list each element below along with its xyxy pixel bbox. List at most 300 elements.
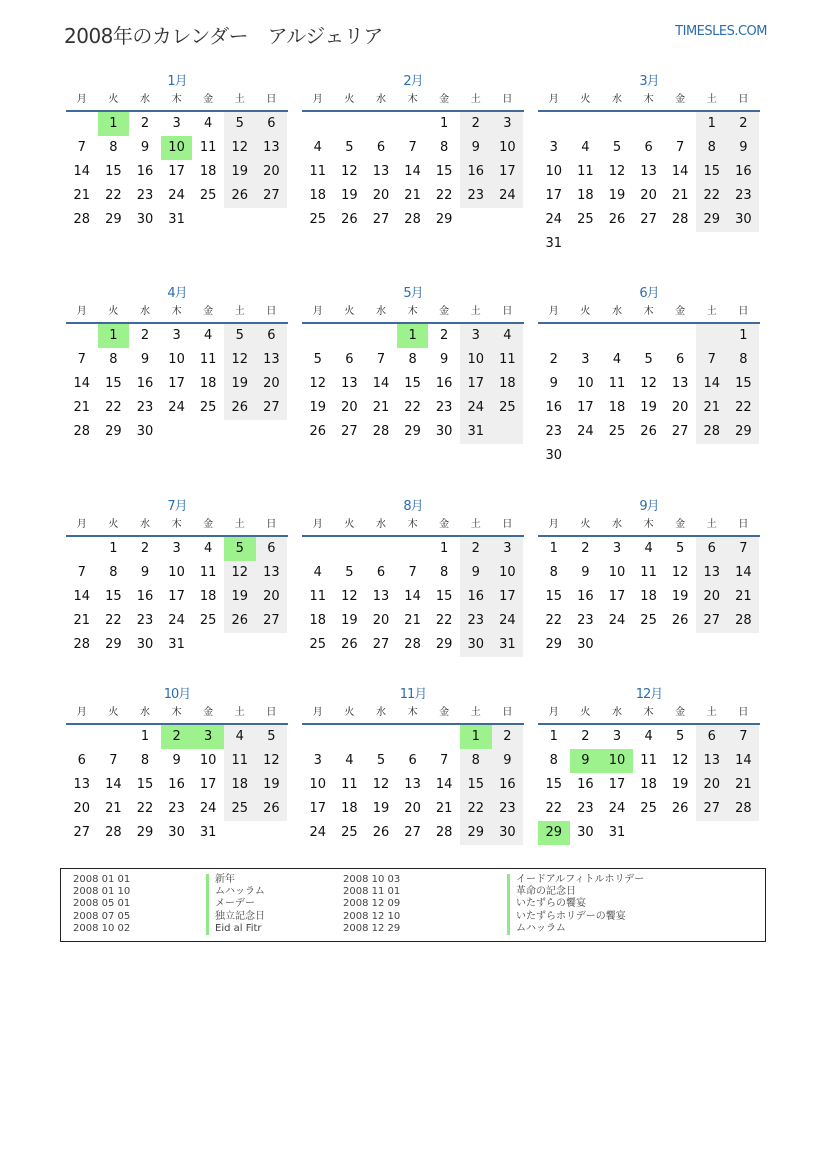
day-cell: 7 [109,753,118,768]
day-cell: 19 [256,773,288,797]
weekday-label: 月 [76,306,87,317]
day-cell: 12 [341,164,358,179]
empty-cell [397,537,429,561]
day-cell: 23 [136,400,154,415]
weekday-label: 水 [375,707,386,718]
day-cell: 21 [728,773,760,797]
day-cell: 15 [404,376,421,391]
empty-cell [633,232,665,256]
day-cell: 7 [728,725,760,749]
weekday-label: 土 [706,94,717,105]
day-cell: 14 [73,589,91,604]
empty-cell [538,112,570,136]
day-cell: 14 [73,376,91,391]
week-row [302,112,524,136]
day-cell: 16 [136,376,154,391]
day-cell: 8 [728,348,760,372]
day-cell: 24 [168,188,185,203]
month-title: 3月 [639,74,659,89]
weekday-label: 水 [139,707,150,718]
empty-cell [302,112,334,136]
day-cell: 3 [172,328,181,343]
weekday-label: 木 [171,519,182,530]
empty-cell [256,633,288,657]
weekday-label: 火 [108,306,119,317]
week-row [302,609,524,633]
day-cell: 7 [77,565,86,580]
day-cell: 27 [372,637,390,652]
day-cell: 22 [696,184,728,208]
day-cell: 11 [577,164,594,179]
empty-cell [98,725,130,749]
day-cell: 18 [309,613,327,628]
empty-cell [192,633,224,657]
empty-cell [397,112,429,136]
day-cell: 11 [199,352,217,367]
weekday-label: 月 [548,94,559,105]
day-cell: 17 [608,589,626,604]
day-cell: 28 [73,424,91,439]
day-cell: 16 [460,160,492,184]
day-cell: 6 [676,352,685,367]
day-cell: 22 [460,797,492,821]
week-row [538,160,760,184]
day-cell: 15 [728,372,760,396]
day-cell: 17 [199,777,217,792]
week-row [538,585,760,609]
day-cell: 7 [728,537,760,561]
day-cell: 4 [612,352,622,367]
day-cell: 19 [309,400,327,415]
legend-holiday-name: 独立記念日 [206,911,265,923]
day-cell: 4 [204,116,213,131]
day-cell: 17 [492,160,524,184]
day-cell: 17 [168,376,185,391]
weekday-label: 金 [675,519,686,530]
day-cell: 26 [671,801,689,816]
week-row [538,749,760,773]
empty-cell [601,444,633,468]
day-cell: 13 [696,749,728,773]
day-cell: 21 [671,188,689,203]
empty-cell [728,633,760,657]
week-row [538,821,760,845]
empty-cell [492,420,524,444]
week-row [302,633,524,657]
weekday-label: 火 [580,707,591,718]
weekday-header [66,705,288,725]
empty-cell [460,208,492,232]
empty-cell [397,725,429,749]
weekday-label: 土 [470,306,481,317]
day-cell: 19 [372,801,390,816]
day-cell: 23 [545,424,563,439]
holiday-cell: 29 [538,821,570,845]
day-cell: 29 [435,212,453,227]
day-cell: 20 [256,372,288,396]
month-title: 9月 [639,499,659,514]
day-cell: 31 [460,420,492,444]
day-cell: 28 [404,637,421,652]
day-cell: 24 [168,400,185,415]
weekday-label: 土 [470,519,481,530]
weekday-label: 日 [738,519,749,530]
day-cell: 29 [545,637,563,652]
day-cell: 20 [640,188,657,203]
day-cell: 11 [309,164,327,179]
week-row [66,537,288,561]
day-cell: 18 [309,188,327,203]
day-cell: 26 [224,184,256,208]
day-cell: 11 [341,777,358,792]
day-cell: 18 [199,376,217,391]
weekday-label: 火 [344,519,355,530]
day-cell: 20 [696,585,728,609]
week-row [538,184,760,208]
week-row [66,136,288,160]
weekday-label: 火 [344,94,355,105]
day-cell: 8 [696,136,728,160]
day-cell: 22 [105,400,122,415]
day-cell: 21 [435,801,453,816]
weekday-label: 土 [706,707,717,718]
day-cell: 8 [549,565,558,580]
day-cell: 24 [492,184,524,208]
day-cell: 28 [73,637,91,652]
weekday-label: 土 [234,519,245,530]
week-row [66,160,288,184]
day-cell: 31 [168,637,185,652]
day-cell: 9 [140,352,150,367]
weekday-label: 火 [580,94,591,105]
weekday-label: 金 [439,306,450,317]
weekday-header [302,304,524,324]
day-cell: 20 [372,188,390,203]
weekday-label: 土 [470,94,481,105]
day-cell: 24 [545,212,563,227]
page-title: 2008年のカレンダー アルジェリア [64,24,383,48]
empty-cell [633,324,665,348]
weekday-label: 月 [312,94,323,105]
day-cell: 21 [105,801,122,816]
day-cell: 21 [404,613,421,628]
week-row [538,396,760,420]
weekday-label: 日 [266,707,277,718]
week-row [66,208,288,232]
legend-holiday-name: 新年 [206,874,265,886]
weekday-label: 月 [548,519,559,530]
day-cell: 4 [224,725,256,749]
day-cell: 14 [404,164,421,179]
day-cell: 9 [581,565,590,580]
day-cell: 9 [140,140,150,155]
day-cell: 27 [404,825,421,840]
day-cell: 16 [492,773,524,797]
day-cell: 17 [168,589,185,604]
weekday-label: 日 [738,94,749,105]
day-cell: 8 [408,352,417,367]
day-cell: 5 [612,140,622,155]
day-cell: 25 [199,188,217,203]
day-cell: 2 [581,541,590,556]
holiday-cell: 5 [224,537,256,561]
day-cell: 31 [608,825,626,840]
day-cell: 15 [435,164,453,179]
legend-date: 2008 05 01 [73,898,131,910]
day-cell: 11 [199,140,217,155]
week-row [302,821,524,845]
day-cell: 30 [577,825,594,840]
empty-cell [302,324,334,348]
week-row [302,537,524,561]
day-cell: 15 [696,160,728,184]
day-cell: 10 [608,565,626,580]
day-cell: 15 [460,773,492,797]
day-cell: 28 [372,424,390,439]
day-cell: 5 [256,725,288,749]
day-cell: 16 [435,376,453,391]
day-cell: 30 [136,212,154,227]
week-row [66,773,288,797]
day-cell: 13 [256,136,288,160]
day-cell: 14 [696,372,728,396]
day-cell: 3 [492,537,524,561]
month-title: 2月 [403,74,423,89]
week-row [538,561,760,585]
empty-cell [428,725,460,749]
day-cell: 22 [435,188,453,203]
day-cell: 4 [581,140,590,155]
weekday-label: 月 [312,306,323,317]
day-cell: 21 [73,188,91,203]
day-cell: 6 [376,565,386,580]
day-cell: 1 [140,729,150,744]
weekday-label: 水 [375,519,386,530]
week-row [538,537,760,561]
empty-cell [570,112,602,136]
week-row [302,749,524,773]
empty-cell [334,725,366,749]
holiday-cell: 2 [161,725,193,749]
day-cell: 20 [696,773,728,797]
day-cell: 30 [492,821,524,845]
day-cell: 21 [73,400,91,415]
weekday-header [66,304,288,324]
empty-cell [365,537,397,561]
empty-cell [664,112,696,136]
day-cell: 4 [313,140,322,155]
day-cell: 9 [549,376,558,391]
day-cell: 13 [671,376,689,391]
week-row [538,232,760,256]
day-cell: 29 [105,637,122,652]
empty-cell [696,444,728,468]
empty-cell [696,232,728,256]
week-row [302,136,524,160]
day-cell: 25 [577,212,594,227]
week-row [302,725,524,749]
weekday-label: 月 [76,707,87,718]
day-cell: 11 [608,376,626,391]
empty-cell [601,112,633,136]
day-cell: 3 [460,324,492,348]
month-3 [538,72,760,256]
month-title: 5月 [403,286,423,301]
legend-date: 2008 10 02 [73,922,131,934]
day-cell: 13 [372,164,390,179]
day-cell: 21 [404,188,421,203]
week-row [302,160,524,184]
day-cell: 5 [376,753,386,768]
day-cell: 30 [136,637,154,652]
legend-date: 2008 01 01 [73,874,131,885]
day-cell: 26 [309,424,327,439]
day-cell: 25 [640,801,657,816]
day-cell: 12 [341,589,358,604]
week-row [66,609,288,633]
day-cell: 16 [577,777,594,792]
day-cell: 27 [256,609,288,633]
day-cell: 20 [372,613,390,628]
week-row [302,585,524,609]
day-cell: 25 [608,424,626,439]
empty-cell [224,208,256,232]
empty-cell [664,232,696,256]
day-cell: 2 [492,725,524,749]
day-cell: 9 [460,136,492,160]
weekday-label: 土 [706,306,717,317]
day-cell: 16 [460,585,492,609]
day-cell: 10 [460,348,492,372]
day-cell: 10 [168,565,185,580]
day-cell: 8 [140,753,150,768]
day-cell: 11 [224,749,256,773]
day-cell: 1 [440,116,449,131]
day-cell: 31 [492,633,524,657]
day-cell: 15 [136,777,154,792]
holiday-cell: 1 [98,324,130,348]
week-row [302,324,524,348]
empty-cell [192,208,224,232]
weekday-label: 火 [108,94,119,105]
day-cell: 3 [612,729,622,744]
weekday-label: 日 [266,306,277,317]
empty-cell [664,444,696,468]
week-row [538,609,760,633]
weekday-label: 火 [344,707,355,718]
day-cell: 29 [696,208,728,232]
day-cell: 12 [256,749,288,773]
day-cell: 27 [640,212,657,227]
day-cell: 3 [581,352,590,367]
empty-cell [728,444,760,468]
empty-cell [696,821,728,845]
day-cell: 2 [728,112,760,136]
empty-cell [664,633,696,657]
week-row [538,797,760,821]
month-7 [66,497,288,657]
legend-holiday-name: メーデー [206,898,265,910]
weekday-label: 金 [203,519,214,530]
day-cell: 2 [460,537,492,561]
day-cell: 18 [224,773,256,797]
day-cell: 9 [440,352,449,367]
weekday-label: 水 [611,306,622,317]
day-cell: 1 [549,729,558,744]
day-cell: 9 [492,749,524,773]
day-cell: 14 [728,561,760,585]
weekday-label: 土 [470,707,481,718]
weekday-label: 火 [108,707,119,718]
day-cell: 17 [168,164,185,179]
day-cell: 18 [199,589,217,604]
legend-date: 2008 07 05 [73,910,131,922]
day-cell: 4 [644,541,653,556]
day-cell: 21 [372,400,390,415]
empty-cell [570,232,602,256]
weekday-label: 金 [675,306,686,317]
weekday-label: 土 [234,306,245,317]
day-cell: 19 [341,613,358,628]
day-cell: 21 [73,613,91,628]
day-cell: 18 [199,164,217,179]
week-row [66,585,288,609]
weekday-label: 水 [139,94,150,105]
week-row [538,444,760,468]
empty-cell [334,537,366,561]
day-cell: 13 [73,777,91,792]
day-cell: 31 [168,212,185,227]
day-cell: 2 [140,541,150,556]
day-cell: 18 [341,801,358,816]
week-row [538,633,760,657]
day-cell: 28 [696,420,728,444]
week-row [302,184,524,208]
weekday-label: 木 [171,707,182,718]
legend-date: 2008 10 03 [343,874,401,885]
day-cell: 12 [671,565,689,580]
day-cell: 22 [728,396,760,420]
holiday-cell: 9 [570,749,602,773]
holiday-cell: 1 [397,324,429,348]
day-cell: 4 [313,565,322,580]
day-cell: 28 [728,797,760,821]
week-row [66,184,288,208]
empty-cell [633,821,665,845]
day-cell: 23 [460,609,492,633]
day-cell: 25 [199,400,217,415]
day-cell: 6 [408,753,417,768]
weekday-label: 金 [203,707,214,718]
day-cell: 13 [640,164,657,179]
site-name: TIMESLES.COM [675,24,767,39]
day-cell: 20 [73,801,91,816]
empty-cell [696,324,728,348]
empty-cell [365,725,397,749]
weekday-header [302,705,524,725]
day-cell: 19 [224,585,256,609]
month-12 [538,685,760,845]
day-cell: 7 [77,352,86,367]
week-row [66,821,288,845]
weekday-label: 火 [344,306,355,317]
day-cell: 30 [435,424,453,439]
day-cell: 8 [109,352,118,367]
week-row [66,324,288,348]
day-cell: 7 [696,348,728,372]
day-cell: 27 [73,825,91,840]
week-row [66,396,288,420]
